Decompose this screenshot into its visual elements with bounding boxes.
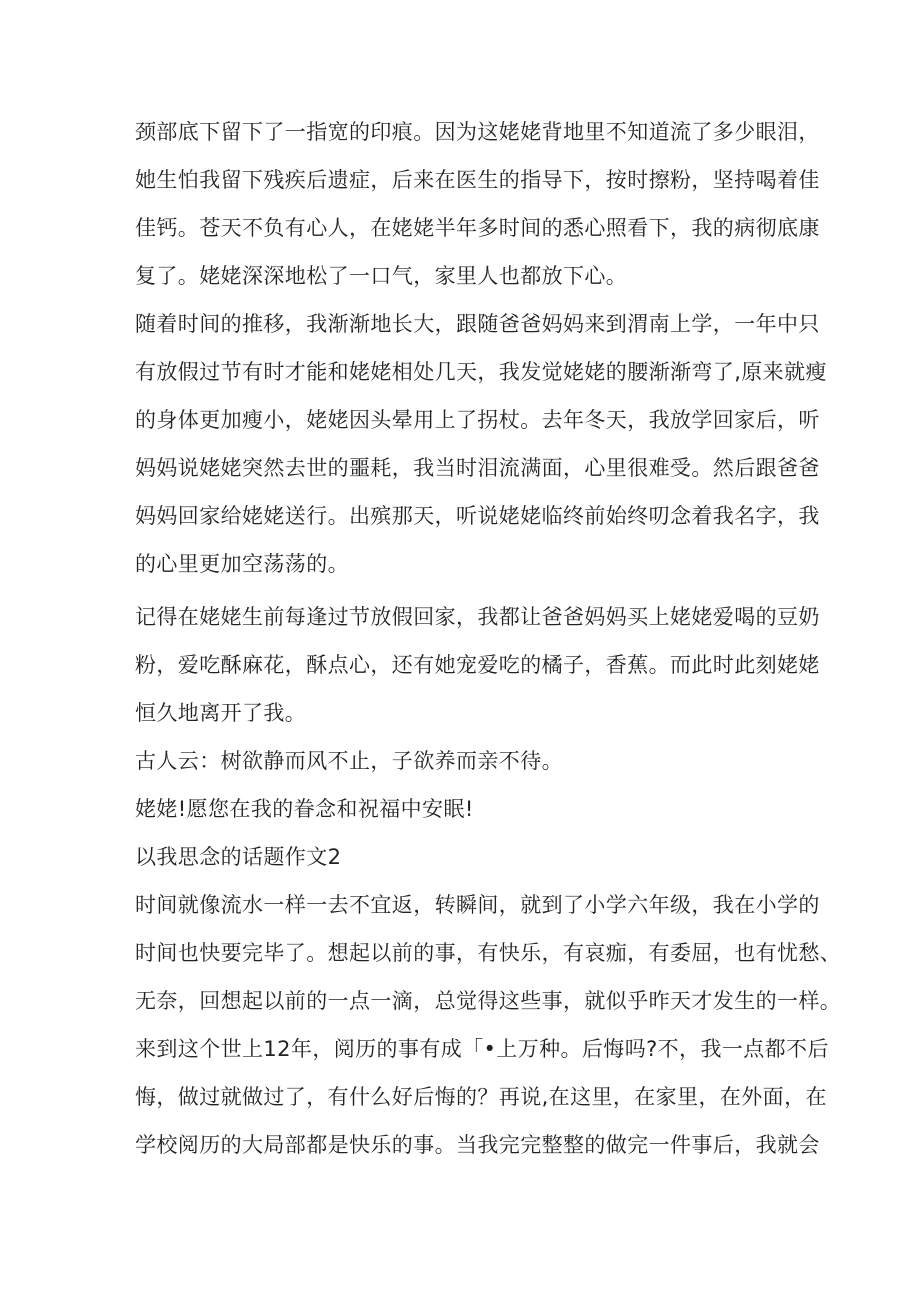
text-line: 佳钙。苍天不负有心人，在姥姥半年多时间的悉心照看下，我的病彻底康 [135,216,820,240]
text-line: 粉，爱吃酥麻花，酥点心，还有她宠爱吃的橘子，香蕉。而此时此刻姥姥 [135,653,820,677]
text-line: 学校阅历的大局部都是快乐的事。当我完完整整的做完一件事后，我就会 [135,1133,820,1157]
section-heading: 以我思念的话题作文2 [135,845,342,869]
text-line: 无奈，回想起以前的一点一滴，总觉得这些事，就似乎昨天才发生的一样。 [135,989,842,1013]
text-line: 的身体更加瘦小，姥姥因头晕用上了拐杖。去年冬天，我放学回家后，听 [135,408,820,432]
text-line: 她生怕我留下残疾后遗症，后来在医生的指导下，按时擦粉，坚持喝着佳 [135,168,820,192]
text-line: 姥姥!愿您在我的眷念和祝福中安眠! [135,797,474,821]
text-line: 恒久地离开了我。 [135,701,307,725]
text-line: 妈妈说姥姥突然去世的噩耗，我当时泪流满面，心里很难受。然后跟爸爸 [135,456,820,480]
text-line: 复了。姥姥深深地松了一口气，家里人也都放下心。 [135,264,628,288]
text-line: 妈妈回家给姥姥送行。出殡那天，听说姥姥临终前始终叨念着我名字，我 [135,504,820,528]
text-line: 时间也快要完毕了。想起以前的事，有快乐，有哀痂，有委屈，也有忧愁、 [135,941,842,965]
text-line: 古人云：树欲静而风不止，子欲养而亲不待。 [135,749,563,773]
text-line: 有放假过节有时才能和姥姥相处几天，我发觉姥姥的腰渐渐弯了,原来就瘦 [135,360,827,384]
text-line: 时间就像流水一样一去不宜返，转瞬间，就到了小学六年级，我在小学的 [135,893,820,917]
text-line: 悔，做过就做过了，有什么好后悔的？再说,在这里，在家里，在外面，在 [135,1085,827,1109]
text-line: 来到这个世上12年，阅历的事有成「•上万种。后悔吗?不，我一点都不后 [135,1037,829,1061]
text-line: 记得在姥姥生前每逢过节放假回家，我都让爸爸妈妈买上姥姥爱喝的豆奶 [135,605,820,629]
text-line: 颈部底下留下了一指宽的印痕。因为这姥姥背地里不知道流了多少眼泪， [135,120,820,144]
text-line: 随着时间的推移，我渐渐地长大，跟随爸爸妈妈来到渭南上学，一年中只 [135,312,820,336]
text-line: 的心里更加空荡荡的。 [135,552,349,576]
